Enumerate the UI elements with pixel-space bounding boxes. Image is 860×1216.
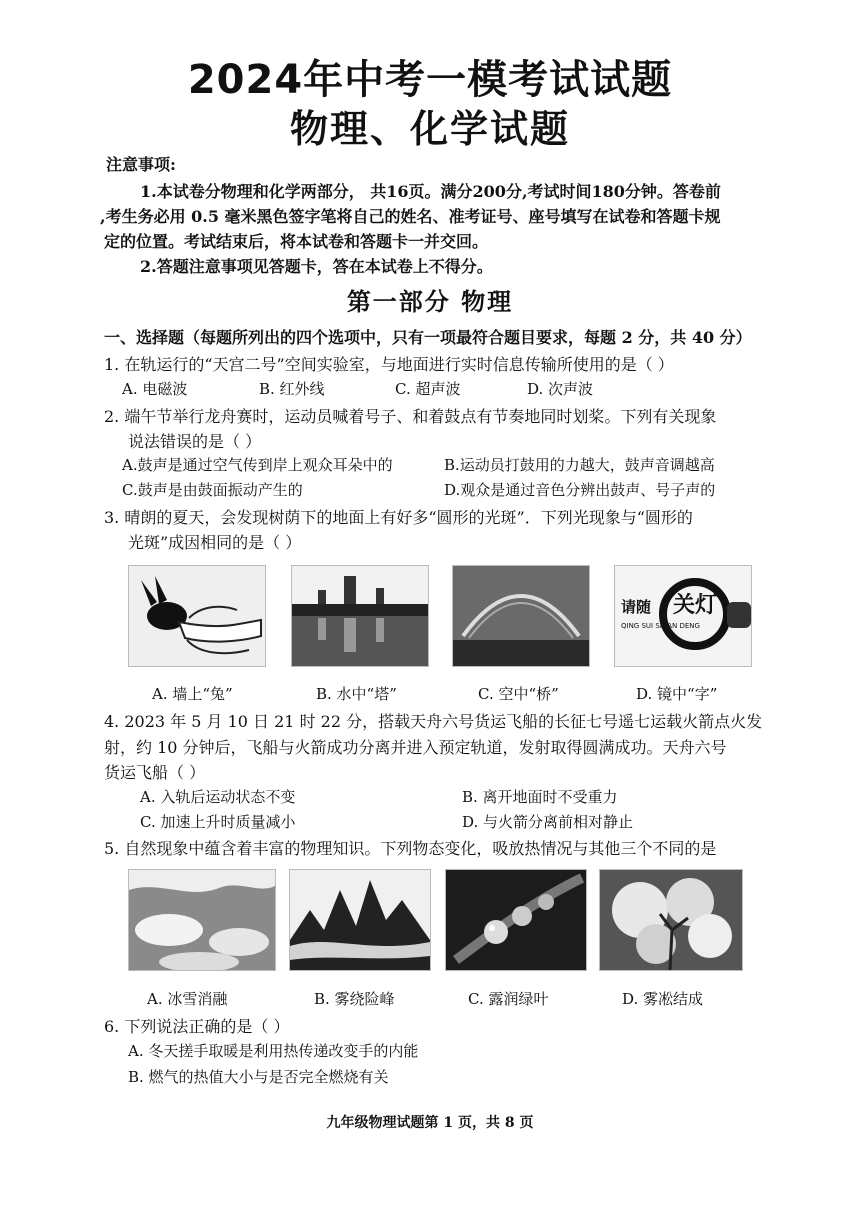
sign-text-left: 请随: [621, 598, 652, 616]
magnifier-sign-image: [614, 565, 752, 667]
question-4-option-a: A. 入轨后运动状态不变: [140, 788, 296, 806]
part-title: 第一部分 物理: [346, 287, 514, 316]
notice-item1-line3: 定的位置。考试结束后，将本试卷和答题卡一并交回。: [104, 232, 489, 251]
question-1-option-a: A. 电磁波: [122, 380, 188, 398]
question-5-option-d: D. 雾凇结成: [622, 990, 704, 1008]
notice-heading: 注意事项:: [106, 155, 176, 174]
exam-subtitle: 物理、化学试题: [289, 107, 570, 151]
question-3-stem-line1: 3. 晴朗的夏天，会发现树荫下的地面上有好多“圆形的光斑”．下列光现象与“圆形的: [104, 508, 693, 527]
notice-item1-line2: ,考生务必用 0.5 毫米黑色签字笔将自己的姓名、准考证号、座号填写在试卷和答题卡规: [100, 207, 721, 226]
notice-item2: 2.答题注意事项见答题卡，答在本试卷上不得分。: [140, 257, 493, 276]
question-2-stem-line2: 说法错误的是（ ）: [128, 432, 262, 451]
question-2-option-a: A.鼓声是通过空气传到岸上观众耳朵中的: [122, 456, 393, 474]
question-1-option-c: C. 超声波: [395, 380, 461, 398]
question-3-option-a: A. 墙上“兔”: [152, 685, 233, 703]
question-1-option-d: D. 次声波: [527, 380, 594, 398]
rime-frost-image: [599, 869, 743, 971]
question-2-stem-line1: 2. 端午节举行龙舟赛时，运动员喊着号子、和着鼓点有节奏地同时划桨。下列有关现象: [104, 407, 717, 426]
question-6-stem: 6. 下列说法正确的是（ ）: [104, 1017, 290, 1036]
page-footer: 九年级物理试题第 1 页，共 8 页: [326, 1115, 534, 1131]
question-4-option-b: B. 离开地面时不受重力: [462, 788, 618, 806]
question-1-option-b: B. 红外线: [259, 380, 325, 398]
sign-text-magnified: 关灯: [673, 592, 718, 618]
rainbow-image: [452, 565, 590, 667]
question-5-option-c: C. 露润绿叶: [468, 990, 549, 1008]
exam-title: 2024年中考一模考试试题: [187, 57, 673, 103]
notice-item1-line1: 1.本试卷分物理和化学两部分， 共16页。满分200分,考试时间180分钟。答卷前: [140, 182, 721, 201]
question-3-option-d: D. 镜中“字”: [636, 685, 718, 703]
question-6-option-a: A. 冬天搓手取暖是利用热传递改变手的内能: [128, 1042, 419, 1060]
pagoda-reflection-image: [291, 565, 429, 667]
question-1-stem: 1. 在轨运行的“天宫二号”空间实验室，与地面进行实时信息传输所使用的是（ ）: [104, 355, 674, 374]
question-2-option-d: D.观众是通过音色分辨出鼓声、号子声的: [444, 481, 716, 499]
misty-peaks-image: [289, 869, 431, 971]
section-heading: 一、选择题（每题所列出的四个选项中，只有一项最符合题目要求，每题 2 分，共 40 分）: [104, 328, 752, 347]
question-4-stem-line1: 4. 2023 年 5 月 10 日 21 时 22 分，搭载天舟六号货运飞船的长征七号遥七运载火箭点火发: [104, 712, 763, 731]
question-4-option-d: D. 与火箭分离前相对静止: [462, 813, 634, 831]
question-5-option-b: B. 雾绕险峰: [314, 990, 395, 1008]
question-3-option-c: C. 空中“桥”: [478, 685, 559, 703]
question-4-option-c: C. 加速上升时质量减小: [140, 813, 296, 831]
question-4-stem-line2: 射，约 10 分钟后，飞船与火箭成功分离并进入预定轨道，发射取得圆满成功。天舟六号: [104, 738, 727, 757]
sign-pinyin: QING SUI SH AN DENG: [621, 622, 700, 630]
question-2-option-b: B.运动员打鼓用的力越大，鼓声音调越高: [444, 456, 715, 474]
rabbit-shadow-image: [128, 565, 266, 667]
question-2-option-c: C.鼓声是由鼓面振动产生的: [122, 481, 303, 499]
question-5-stem: 5. 自然现象中蕴含着丰富的物理知识。下列物态变化，吸放热情况与其他三个不同的是: [104, 839, 717, 858]
question-6-option-b: B. 燃气的热值大小与是否完全燃烧有关: [128, 1068, 389, 1086]
dew-leaf-image: [445, 869, 587, 971]
question-5-option-a: A. 冰雪消融: [147, 990, 228, 1008]
question-3-option-b: B. 水中“塔”: [316, 685, 397, 703]
question-4-stem-line3: 货运飞船（ ）: [104, 763, 206, 782]
melting-ice-image: [128, 869, 276, 971]
question-3-stem-line2: 光斑”成因相同的是（ ）: [128, 533, 302, 552]
